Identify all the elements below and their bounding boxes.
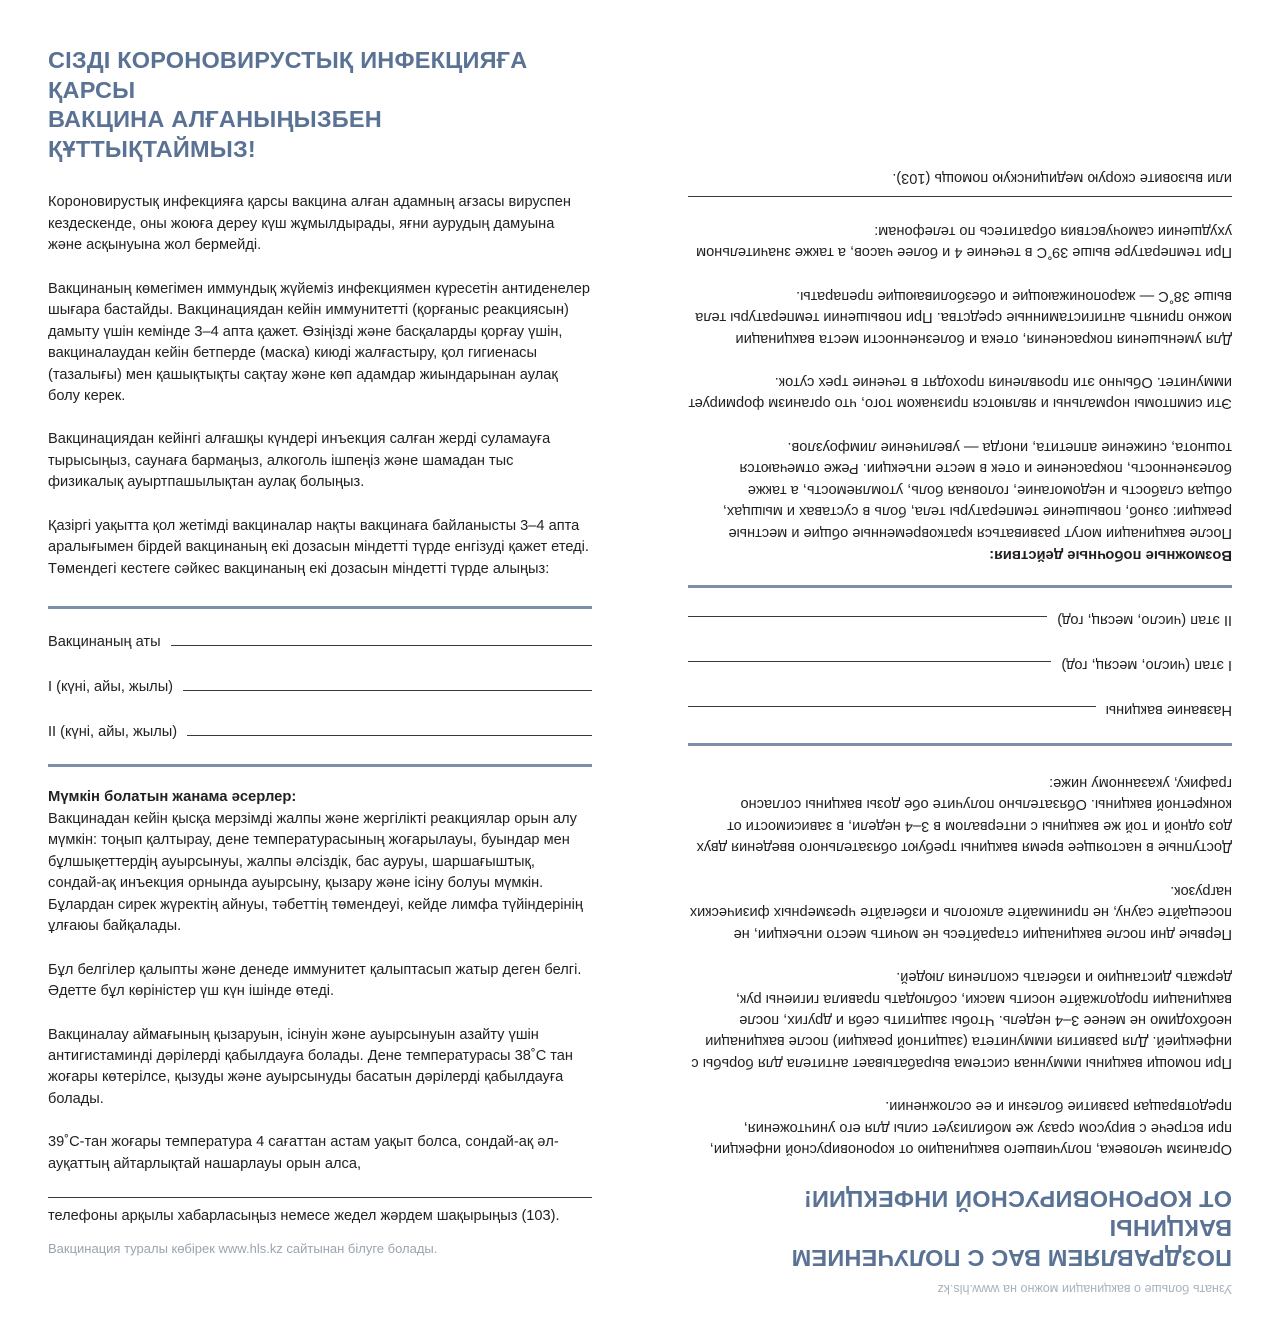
- field-dose-2-date[interactable]: [688, 612, 1232, 631]
- field-write-line[interactable]: [183, 676, 592, 691]
- field-write-line[interactable]: [688, 706, 1096, 721]
- panel-russian: [640, 0, 1280, 1342]
- intro-paragraph-2: Вакцинаның көмегімен иммундық жүйеміз инфекциямен күресетін антиденелер шығара бастайды. Вакцинациядан кейін иммунитетті (қорғаныс реакциясын) дамыту үшін кемінде 3–4 апта қажет. Өзіңізді және басқаларды қорғау үшін, вакциналаудан кейін бетперде (маска) киюді жалғастыру, қол гигиенасы (тазалығы) мен қашықтықты сақтау және көп адамдар жиындарынан аулақ болу керек.: [48, 280, 590, 404]
- emergency-note: телефоны арқылы хабарласыңыз немесе жедел жәрдем шақырыңыз (103).: [48, 1208, 560, 1225]
- field-label: I этап (число, месяц, год): [1061, 656, 1232, 673]
- emergency-note: или вызовите скорую медицинскую помощь (103).: [892, 170, 1232, 187]
- field-write-line[interactable]: [688, 616, 1047, 631]
- page-title-russian: [688, 1183, 1232, 1272]
- intro-paragraph-3: Вакцинациядан кейінгі алғашқы күндері инъекция салған жерді суламауға тырысыңыз, саунаға бармаңыз, алкоголь ішпеңіз және шамадан тыс физикалық ауыртпашылықтан аулақ болыңыз.: [48, 431, 551, 491]
- divider-bottom: [688, 585, 1232, 588]
- headline-line-1: СІЗДІ КОРОНОВИРУСТЫҚ ИНФЕКЦИЯҒА ҚАРСЫ: [48, 47, 528, 103]
- field-label: II этап (число, месяц, год): [1057, 611, 1232, 628]
- vaccine-schedule-form: [688, 612, 1232, 721]
- side-effects-title: Возможные побочные действия:: [989, 546, 1232, 563]
- field-vaccine-name[interactable]: [688, 702, 1232, 721]
- field-label: Вакцинаның аты: [48, 634, 161, 650]
- source-note: Вакцинация туралы көбірек www.hls.kz сайтынан білуге болады.: [48, 1241, 438, 1257]
- side-effects-paragraph-3: Вакциналау аймағының қызаруын, ісінуін және ауырсынуын азайту үшін антигистаминді дәрілерді қабылдауға болады. Дене температурасы 38˚С тан жоғары көтерілсе, қызуды және ауырсынуды басатын дәрілерді қабылдауға болады.: [48, 1026, 573, 1107]
- side-effects-paragraph-1: Вакцинадан кейін қысқа мерзімді жалпы және жергілікті реакциялар орын алу мүмкін: тоңып қалтырау, дене температурасының жоғарылауы, буындар мен бұлшықеттердің ауырсынуы, жалпы әлсіздік, бас ауруы, шаршағыштық, сондай-ақ инъекция орнында ауырсыну, қызару және ісіну болуы мүмкін. Бұлардан сирек жүректің айнуы, тәбеттің төмендеуі, кейде лимфа түйіндерінің ұлғаюы байқалады.: [48, 811, 583, 935]
- source-note: Узнать больше о вакцинации можно на www.hls.kz: [937, 1282, 1232, 1296]
- divider-top: [48, 606, 592, 609]
- field-write-line[interactable]: [187, 721, 592, 736]
- field-dose-1-date[interactable]: [688, 657, 1232, 676]
- side-effects-paragraph-4: 39˚С-тан жоғары температура 4 сағаттан астам уақыт болса, сондай-ақ әл-ауқаттың айтарлықтай нашарлауы орын алса,: [48, 1134, 559, 1172]
- headline-line-1: ПОЗДРАВЛЯЕМ ВАС С ПОЛУЧЕНИЕМ ВАКЦИНЫ: [791, 1215, 1232, 1271]
- headline-line-2: ВАКЦИНА АЛҒАНЫҢЫЗБЕН ҚҰТТЫҚТАЙМЫЗ!: [48, 106, 382, 162]
- side-effects-paragraph-2: Эти симптомы нормальны и являются признаком того, что организм формирует иммунитет. Обычно эти проявления проходят в течение трех суток.: [688, 373, 1232, 412]
- field-dose-1-date[interactable]: [48, 676, 592, 695]
- phone-write-line[interactable]: [48, 1197, 592, 1198]
- intro-paragraph-4: Доступные в настоящее время вакцины требуют обязательного введения двух доз одной и той же вакцины с интервалом в 3–4 недели, в зависимости от конкретной вакцины. Обязательно получите обе дозы вакцины согласно графику, указанному ниже:: [696, 775, 1232, 856]
- intro-paragraph-3: Первые дни после вакцинации старайтесь не мочить место инъекции, не посещайте сауну, не принимайте алкоголь и избегайте чрезмерных физических нагрузок.: [689, 882, 1232, 942]
- side-effects-paragraph-1: После вакцинации могут развиваться кратковременные общие и местные реакции: озноб, повышение температуры тела, боль в суставах и мышцах, общая слабость и недомогание, головная боль, утомляемость, а также болезненность, покраснение и отек в месте инъекции. Реже отмечаются тошнота, снижение аппетита, иногда — увеличение лимфоузлов.: [722, 438, 1232, 541]
- field-label: II (күні, айы, жылы): [48, 724, 178, 740]
- field-write-line[interactable]: [688, 661, 1051, 676]
- field-vaccine-name[interactable]: [48, 631, 592, 650]
- intro-paragraph-1: Организм человека, получившего вакцинацию от короновирусной инфекции, при встрече с вирусом сразу же мобилизует силы для его уничтожения, предотвращая развитие болезни и ее осложнении.: [709, 1098, 1232, 1158]
- intro-paragraph-1: Короновирустық инфекцияға қарсы вакцина алған адамның ағзасы вируспен кездескенде, оны жоюға дереу күш жұмылдырады, яғни аурудың дамуына және асқынуына жол бермейді.: [48, 194, 571, 254]
- field-label: Название вакцины: [1105, 701, 1232, 718]
- page-title-kazakh: [48, 46, 592, 164]
- intro-paragraph-2: При помощи вакцины иммунная система вырабатывает антитела для борьбы с инфекцией. Для развития иммунитета (защитной реакции) после вакцинации необходимо не менее 3–4 недель. Чтобы защитить себя и других, после вакцинации продолжайте носить маски, соблюдать правила гигиены рук, держать дистанцию и избегать скопления людей.: [691, 969, 1232, 1071]
- divider-top: [688, 743, 1232, 746]
- field-dose-2-date[interactable]: [48, 721, 592, 740]
- side-effects-paragraph-4: При температуре выше 39˚С в течение 4 и более часов, а также значительном ухудшении самочувствия обратитесь по телефонам:: [696, 222, 1232, 261]
- intro-paragraph-4: Қазіргі уақытта қол жетімді вакциналар нақты вакцинаға байланысты 3–4 апта аралығымен бірдей вакцинаның екі дозасын міндетті түрде енгізуді қажет етеді. Төмендегі кестеге сәйкес вакцинаның екі дозасын міндетті түрде алыңыз:: [48, 517, 589, 577]
- vaccine-schedule-form: [48, 631, 592, 740]
- side-effects-paragraph-2: Бұл белгілер қалыпты және денеде иммунитет қалыптасып жатыр деген белгі. Әдетте бұл көріністер үш күн ішінде өтеді.: [48, 961, 582, 1000]
- side-effects-title: Мүмкін болатын жанама әсерлер:: [48, 789, 297, 805]
- headline-line-2: ОТ КОРОНОВИРУСНОЙ ИНФЕКЦИИ!: [803, 1185, 1232, 1212]
- side-effects-paragraph-3: Для уменьшения покраснения, отека и болезненности места вакцинации можно принять антигистаминные средства. При повышении температуры тела выше 38˚С — жаропонижающие и обезболивающие препараты.: [695, 287, 1232, 347]
- field-label: I (күні, айы, жылы): [48, 679, 174, 695]
- field-write-line[interactable]: [171, 631, 592, 646]
- divider-bottom: [48, 764, 592, 767]
- phone-write-line[interactable]: [688, 196, 1232, 197]
